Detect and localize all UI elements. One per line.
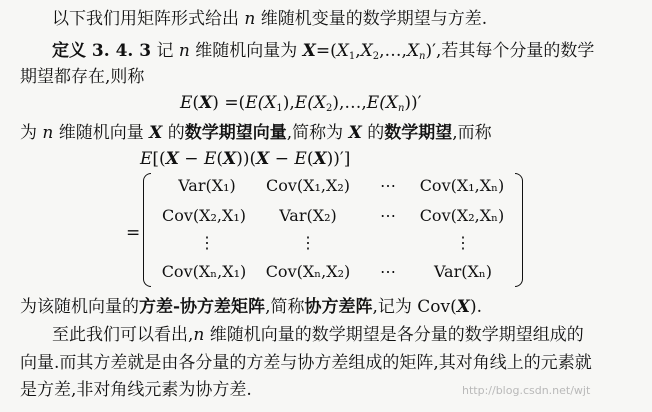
- n-symbol: n: [244, 9, 256, 29]
- e-symbol: E: [245, 93, 258, 113]
- vector-x: X: [313, 149, 327, 169]
- n-symbol: n: [42, 123, 54, 143]
- paren: ): [212, 93, 219, 113]
- vector-x: X: [256, 149, 270, 169]
- matrix-cell: Cov(X₂,X₁): [161, 206, 247, 225]
- bracket: ))′]: [326, 149, 351, 169]
- e-symbol: E: [180, 93, 193, 113]
- text: 至此我们可以看出,: [52, 325, 194, 345]
- eq-sign: =(: [315, 41, 337, 61]
- dots: ,…,: [379, 41, 407, 61]
- paren: ))(: [236, 149, 257, 169]
- matrix-cell: Cov(X₂,Xₙ): [419, 206, 505, 225]
- paren: ),…,: [332, 93, 367, 113]
- e-symbol: E: [294, 93, 308, 113]
- matrix-cell: Cov(Xₙ,X₂): [265, 262, 351, 281]
- vector-x: X: [149, 123, 163, 143]
- n-symbol: n: [193, 325, 205, 345]
- matrix-cell: ⋯: [380, 262, 396, 281]
- x-symbol: (X: [379, 93, 398, 113]
- paren: (: [306, 149, 314, 169]
- definition-label: 定义 3. 4. 3: [52, 41, 152, 61]
- subscript: 1: [348, 51, 356, 62]
- vector-x: X: [223, 149, 237, 169]
- text: 维随机向量的数学期望是各分量的数学期望组成的: [209, 325, 584, 345]
- definition-line: [52, 40, 594, 62]
- def-text: 记: [156, 41, 174, 61]
- intro-text: 以下我们用矩阵形式给出: [52, 9, 239, 29]
- vector-x: X: [302, 41, 316, 61]
- e-symbol: E: [140, 149, 153, 169]
- subscript: 1: [276, 103, 283, 114]
- paren: (: [216, 149, 224, 169]
- x-symbol: X: [336, 41, 349, 61]
- paren: ),: [282, 93, 295, 113]
- x-symbol: X: [360, 41, 373, 61]
- term-covariance-matrix: 协方差阵: [304, 297, 373, 317]
- term-variance-covariance-matrix: 方差-协方差矩阵: [139, 297, 266, 317]
- text: ).: [469, 297, 483, 317]
- intro-line: [52, 8, 487, 30]
- term-expectation: 数学期望: [384, 123, 453, 143]
- minus: −: [274, 149, 289, 169]
- text: ,记为 Cov(: [372, 297, 457, 317]
- summary-line-2: 向量.而其方差就是由各分量的方差与协方差组成的矩阵,其对角线上的元素就: [20, 353, 592, 373]
- def-text: 维随机向量为: [195, 41, 298, 61]
- minus: −: [184, 149, 199, 169]
- matrix-cell: ⋮: [199, 233, 215, 252]
- expectation-formula: [180, 92, 422, 114]
- matrix-cell: Var(Xₙ): [433, 262, 493, 281]
- matrix-cell: ⋮: [300, 233, 316, 252]
- paren: ))′: [404, 93, 422, 113]
- text: 的: [167, 123, 185, 143]
- n-symbol: n: [178, 41, 190, 61]
- e-symbol: E: [294, 149, 307, 169]
- subscript: n: [419, 51, 426, 62]
- paren: (: [192, 93, 200, 113]
- subscript: 2: [325, 103, 333, 114]
- definition-line-2: 期望都存在,则称: [20, 67, 145, 87]
- matrix-cell: ⋯: [380, 176, 396, 195]
- matrix-cell: Cov(X₁,X₂): [265, 176, 351, 195]
- text: 为: [20, 123, 37, 143]
- e-symbol: E: [203, 149, 217, 169]
- subscript: 2: [372, 51, 380, 62]
- comma: ,: [355, 41, 361, 61]
- vector-x: X: [199, 93, 213, 113]
- text: ,简称: [265, 297, 305, 317]
- x-symbol: (X: [257, 93, 277, 113]
- def-text-end: )′,若其每个分量的数学: [425, 41, 595, 61]
- watermark: http://blog.csdn.net/wjt: [462, 384, 591, 397]
- text: 维随机向量: [58, 123, 144, 143]
- intro-text-end: 维随机变量的数学期望与方差.: [260, 9, 488, 29]
- x-symbol: (X: [307, 93, 326, 113]
- matrix-cell: Cov(Xₙ,X₁): [161, 262, 247, 281]
- covariance-matrix: [143, 173, 523, 287]
- matrix-cell: ⋮: [455, 233, 471, 252]
- matrix-cell: Var(X₂): [279, 206, 337, 225]
- matrix-equals: =: [126, 223, 141, 243]
- bracket: [(: [152, 149, 166, 169]
- matrix-cell: ⋯: [380, 206, 396, 225]
- summary-line-3: 是方差,非对角线元素为协方差.: [20, 380, 252, 400]
- matrix-cell: Var(X₁): [178, 176, 236, 195]
- term-expectation-vector: 数学期望向量: [184, 123, 287, 143]
- text: 的: [367, 123, 385, 143]
- expectation-definition-line: [20, 122, 492, 144]
- covariance-definition-line: [20, 296, 482, 318]
- vector-x: X: [456, 297, 470, 317]
- covariance-expression: [140, 148, 350, 170]
- x-symbol: X: [406, 41, 420, 61]
- subscript: n: [397, 103, 405, 114]
- vector-x: X: [348, 123, 362, 143]
- matrix-cell: Cov(X₁,Xₙ): [419, 176, 505, 195]
- vector-x: X: [165, 149, 179, 169]
- text: 为该随机向量的: [20, 297, 139, 317]
- summary-line-1: [52, 324, 584, 346]
- text: ,而称: [452, 123, 492, 143]
- text: ,简称为: [286, 123, 344, 143]
- e-symbol: E: [366, 93, 380, 113]
- eq-sign: =(: [224, 93, 246, 113]
